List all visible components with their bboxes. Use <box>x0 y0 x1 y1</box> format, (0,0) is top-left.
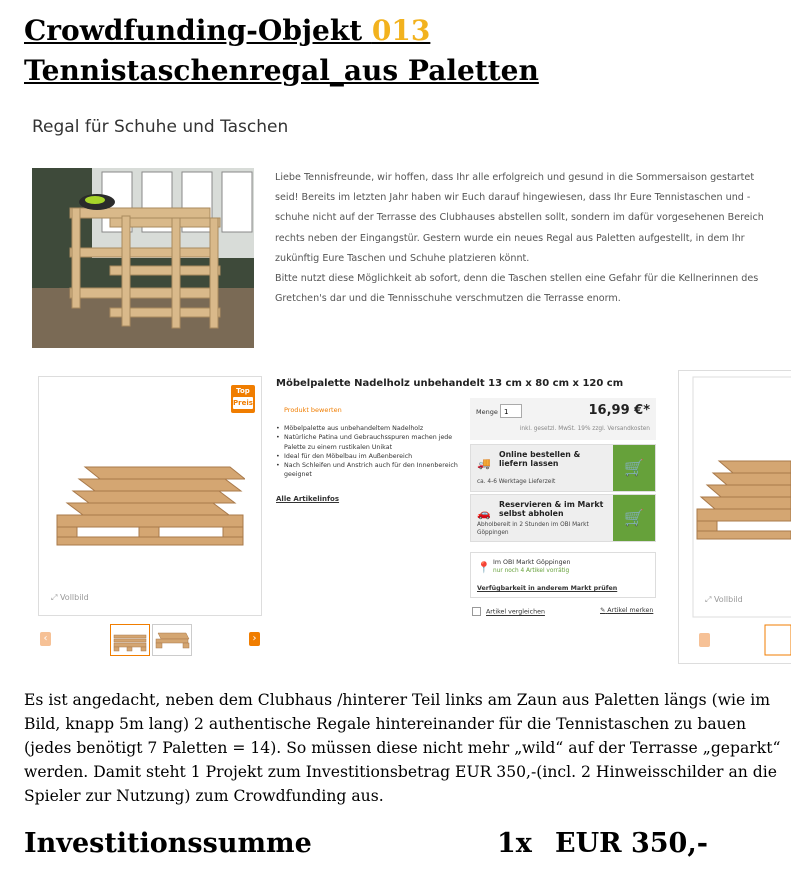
online-order-label: Online bestellen & liefern lassen <box>499 450 581 468</box>
compare-checkbox[interactable] <box>472 607 481 616</box>
reserve-option[interactable] <box>470 494 656 542</box>
reserve-label: Reservieren & im Markt selbst abholen <box>499 500 604 518</box>
compare-label: Artikel vergleichen <box>486 608 545 616</box>
badge-top: Top <box>236 387 250 395</box>
title-text: Crowdfunding-Objekt <box>24 14 372 47</box>
feature-item: • Möbelpalette aus unbehandeltem Nadelholz <box>276 424 462 433</box>
store-availability <box>470 552 656 598</box>
page-title-line2: Tennistaschenregal_aus Paletten <box>24 54 539 87</box>
investment-amount: EUR 350,- <box>555 828 708 859</box>
remember-link[interactable] <box>600 607 653 614</box>
stock-note: nur noch 4 Artikel vorrätig <box>493 568 570 574</box>
product-title: Möbelpalette Nadelholz unbehandelt 13 cm x 80 cm x 120 cm <box>276 378 624 389</box>
subheading: Regal für Schuhe und Taschen <box>32 117 289 137</box>
badge-bottom: Preis <box>233 399 253 407</box>
quantity-input[interactable]: 1 <box>500 404 522 418</box>
description-paragraph: Es ist angedacht, neben dem Clubhaus /hinterer Teil links am Zaun aus Paletten längs (wie im Bild, knapp 5m lang) 2 authentische Regale hintereinander für die Tennistaschen zu bauen (jedes benötigt 7 Paletten = 14). So müssen diese nicht mehr „wild“ auf der Terrasse „geparkt“ werden. Damit steht 1 Projekt zum Investitionsbetrag EUR 350,-(incl. 2 Hinweisschilder an die Spieler zur Nutzung) zum Crowdfunding aus. <box>24 691 781 805</box>
pallet-image <box>55 457 245 547</box>
price: 16,99 €* <box>588 403 650 418</box>
tax-note: inkl. gesetzl. MwSt. 19% zzgl. Versandkosten <box>519 426 650 432</box>
product-gallery <box>38 376 262 616</box>
all-info-link[interactable]: Alle Artikelinfos <box>276 495 340 503</box>
check-other-store-link[interactable]: Verfügbarkeit in anderem Markt prüfen <box>477 585 618 592</box>
online-order-option[interactable] <box>470 444 656 492</box>
cart-icon: 🛒 <box>624 458 644 477</box>
pin-icon: ✎ <box>600 607 606 614</box>
feature-item: • Nach Schleifen und Anstrich auch für den Innenbereich geeignet <box>276 461 462 480</box>
intro-text <box>275 168 775 309</box>
store-name: Im OBI Markt Göppingen <box>493 559 571 566</box>
feature-list <box>276 424 462 480</box>
zoom-label: Vollbild <box>59 593 89 602</box>
truck-icon: 🚚 <box>477 457 491 470</box>
zoom-label: Vollbild <box>713 595 743 604</box>
buy-box <box>470 398 656 440</box>
gallery-prev-button[interactable]: ‹ <box>40 632 51 646</box>
page-title-line1 <box>24 14 430 47</box>
feature-item: • Ideal für den Möbelbau im Außenbereich <box>276 452 462 461</box>
shelf-photo <box>32 168 254 348</box>
rate-product-link[interactable]: Produkt bewerten <box>284 406 342 414</box>
gallery-thumbnail[interactable] <box>110 624 150 656</box>
delivery-note: ca. 4-6 Werktage Lieferzeit <box>477 479 556 485</box>
map-pin-icon: 📍 <box>477 561 491 574</box>
intro-paragraph: Liebe Tennisfreunde, wir hoffen, dass Ihr alle erfolgreich und gesund in die Sommersaison gestartet seid! Bereits im letzten Jahr haben wir Euch darauf hingewiesen, dass Ihr Eure Tennistaschen und -schuhe nicht auf der Terrasse des Clubhauses abstellen sollt, sondern im dafür vorgesehenen Bereich rechts neben der Eingangstür. Gestern wurde ein neues Regal aus Paletten aufgestellt, in dem Ihr zukünftig Eure Taschen und Schuhe platzieren könnt. <box>275 172 764 264</box>
car-icon: 🚗 <box>477 507 491 520</box>
top-price-badge <box>231 385 255 413</box>
fullscreen-link[interactable]: ⤢ Vollbild <box>51 593 89 602</box>
object-number: 013 <box>371 14 431 47</box>
fullscreen-link[interactable]: ⤢ Vollbild <box>705 595 743 604</box>
quantity-label: Menge <box>476 408 498 416</box>
pickup-note: Abholbereit in 2 Stunden im OBI Markt Göppingen <box>477 522 589 536</box>
cart-icon: 🛒 <box>624 508 644 527</box>
gallery-thumbnail[interactable] <box>152 624 192 656</box>
duplicate-gallery-fragment <box>678 370 791 664</box>
remember-label: Artikel merken <box>607 607 654 614</box>
feature-item: • Natürliche Patina und Gebrauchsspuren machen jede Palette zu einem rustikalen Unikat <box>276 433 462 452</box>
project-description <box>24 688 784 808</box>
investment-label: Investitionssumme <box>24 828 312 859</box>
reserve-cart-button[interactable] <box>613 495 655 541</box>
intro-paragraph: Bitte nutzt diese Möglichkeit ab sofort, denn die Taschen stellen eine Gefahr für die Kellnerinnen des Gretchen's dar und die Tennisschuhe verschmutzen die Terrasse enorm. <box>275 273 759 305</box>
add-to-cart-button[interactable] <box>613 445 655 491</box>
gallery-next-button[interactable]: › <box>249 632 260 646</box>
compare-link[interactable] <box>472 607 545 616</box>
shop-product-panel <box>30 368 790 666</box>
investment-quantity: 1x <box>497 828 532 859</box>
